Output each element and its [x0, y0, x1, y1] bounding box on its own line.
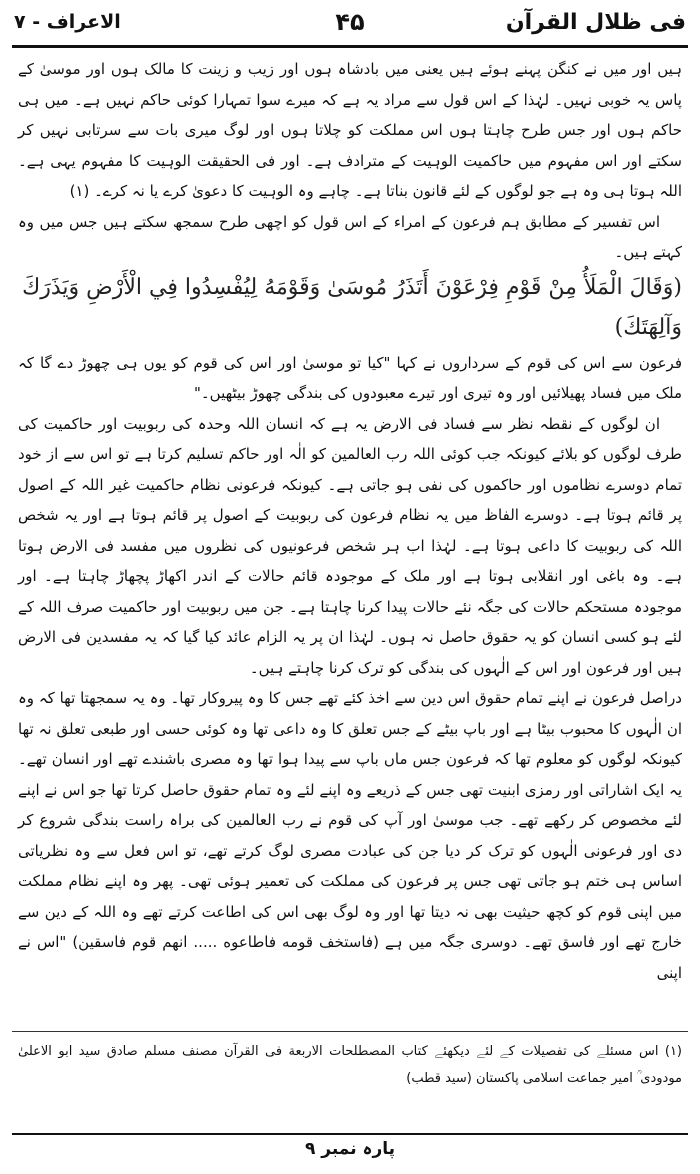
- page-header: [14, 2, 686, 42]
- verse-translation: فرعون سے اس کی قوم کے سرداروں نے کہا "کیا تو موسیٰ اور اس کی قوم کو یوں ہی چھوڑ دے گا کہ ملک میں فساد پھیلائیں اور وہ تیری اور تیرے معبودوں کی بندگی چھوڑ بیٹھیں۔": [18, 353, 682, 402]
- footer-rule: [12, 1133, 688, 1135]
- book-title: فی ظلال القرآن: [505, 9, 686, 35]
- footnote: (۱) اس مسئلے کی تفصیلات کے لئے دیکھئے کتاب المصطلحات الاربعة فی القرآن مصنف مسلم صادق سید ابو الاعلیٰ مودودی ؒ امیر جماعت اسلامی پاکستان (سید قطب): [18, 1044, 682, 1086]
- quran-verse: (وَقَالَ الْمَلَأُ مِنْ قَوْمِ فِرْعَوْنَ أَتَذَرُ مُوسَىٰ وَقَوْمَهُ لِيُفْسِدُوا فِي الْأَرْضِ وَيَذَرَكَ وَآلِهَتَكَ): [22, 274, 682, 340]
- page-number: ۴۵: [335, 8, 365, 36]
- paragraph: اس تفسیر کے مطابق ہم فرعون کے امراء کے اس قول کو اچھی طرح سمجھ سکتے ہیں جس میں وہ کہتے ہیں۔: [18, 212, 682, 261]
- page-body: [18, 54, 682, 982]
- footnote-rule: [12, 1031, 688, 1032]
- paragraph: ان لوگوں کے نقطہ نظر سے فساد فی الارض یہ ہے کہ انسان اللہ وحدہ کی ربوبیت اور حاکمیت کی طرف لوگوں کو بلائے کیونکہ جب کوئی اللہ رب العالمین کو الٰہ اور حاکم تسلیم کرتا ہے تو اس سے از خود تمام دوسرے نظاموں اور حاکموں کی نفی ہو جاتی ہے۔ کیونکہ فرعونی نظام حاکمیت غیر اللہ کے اصول پر قائم ہوتا ہے۔ دوسرے الفاظ میں یہ نظام فرعون کی ربوبیت کے اصول پر قائم ہوتا ہے اور یہ شخص اللہ کی ربوبیت کا داعی ہوتا ہے۔ لہٰذا اب ہر شخص فرعونیوں کی نظروں میں مفسد فی الارض ہوتا ہے۔ وہ باغی اور انقلابی ہوتا ہے اور ملک کے موجودہ قائم حالات کے اندر اکھاڑ پچھاڑ چاہتا ہے۔ اور موجودہ مستحکم حالات کی جگہ نئے حالات پیدا کرنا چاہتا ہے۔ جن میں ربوبیت اور حاکمیت صرف اللہ کے لئے ہو کسی انسان کو یہ حقوق حاصل نہ ہوں۔ لہٰذا ان پر یہ الزام عائد کیا گیا کہ یہ مفسدین فی الارض ہیں اور فرعون اور اس کے الٰہوں کی بندگی کو ترک کرنا چاہتے ہیں۔: [18, 414, 682, 677]
- header-rule: [12, 45, 688, 48]
- page-footer: پارہ نمبر ۹: [304, 1139, 396, 1159]
- surah-label: الاعراف - ۷: [14, 11, 121, 33]
- paragraph: ہیں اور میں نے کنگن پہنے ہوئے ہیں یعنی میں بادشاہ ہوں اور زیب و زینت کا مالک ہوں اور موسیٰ کے پاس یہ خوبی نہیں۔ لہٰذا کے اس قول سے مراد یہ ہے کہ میرے سوا تمہارا کوئی حاکم نہیں ہے۔ میں ہی حاکم ہوں اور جس طرح چاہتا ہوں اس مملکت کو چلاتا ہوں اور لوگ میری بات سے سرتابی نہیں کر سکتے اور اس مفہوم میں حاکمیت الوہیت کے مترادف ہے۔ اور فی الحقیقت الوہیت کا مفہوم یہی ہے۔ اللہ ہوتا ہی وہ ہے جو لوگوں کے لئے قانون بناتا ہے۔ چاہے وہ الوہیت کا دعویٰ کرے یا نہ کرے۔ (۱): [18, 60, 682, 200]
- paragraph: دراصل فرعون نے اپنے تمام حقوق اس دین سے اخذ کئے تھے جس کا وہ پیروکار تھا۔ وہ یہ سمجھتا تھا کہ وہ ان الٰہوں کا محبوب بیٹا ہے اور باپ بیٹے کے جس تعلق کا وہ داعی تھا وہ کوئی حسی اور طبعی تعلق نہ تھا کیونکہ لوگوں کو معلوم تھا کہ فرعون جس ماں باپ سے پیدا ہوا تھا وہ مصری باشندے تھے اور انسان تھے۔ یہ ایک اشاراتی اور رمزی ابنیت تھی جس کے ذریعے وہ اپنے لئے وہ تمام حقوق حاصل کرتا تھا جو اس نے اپنے لئے مخصوص کر رکھے تھے۔ جب موسیٰ اور آپ کی قوم نے رب العالمین کی براہ راست بندگی شروع کر دی اور فرعونی الٰہوں کو ترک کر دیا جن کی عبادت مصری لوگ کرتے تھے، تو اس فعل سے وہ نظریاتی اساس ہی ختم ہو جاتی تھی جس پر فرعون کی مملکت کی تعمیر ہوئی تھی۔ پھر وہ اپنے نظام مملکت میں اپنی قوم کو کچھ حیثیت بھی نہ دیتا تھا اور وہ لوگ بھی اس کی اطاعت کرتے تھے وہ اللہ کے دین سے خارج تھے اور فاسق تھے۔ دوسری جگہ میں ہے (فاستخف قومه فاطاعوه ..... انهم قوم فاسقين) "اس نے اپنی: [18, 689, 682, 982]
